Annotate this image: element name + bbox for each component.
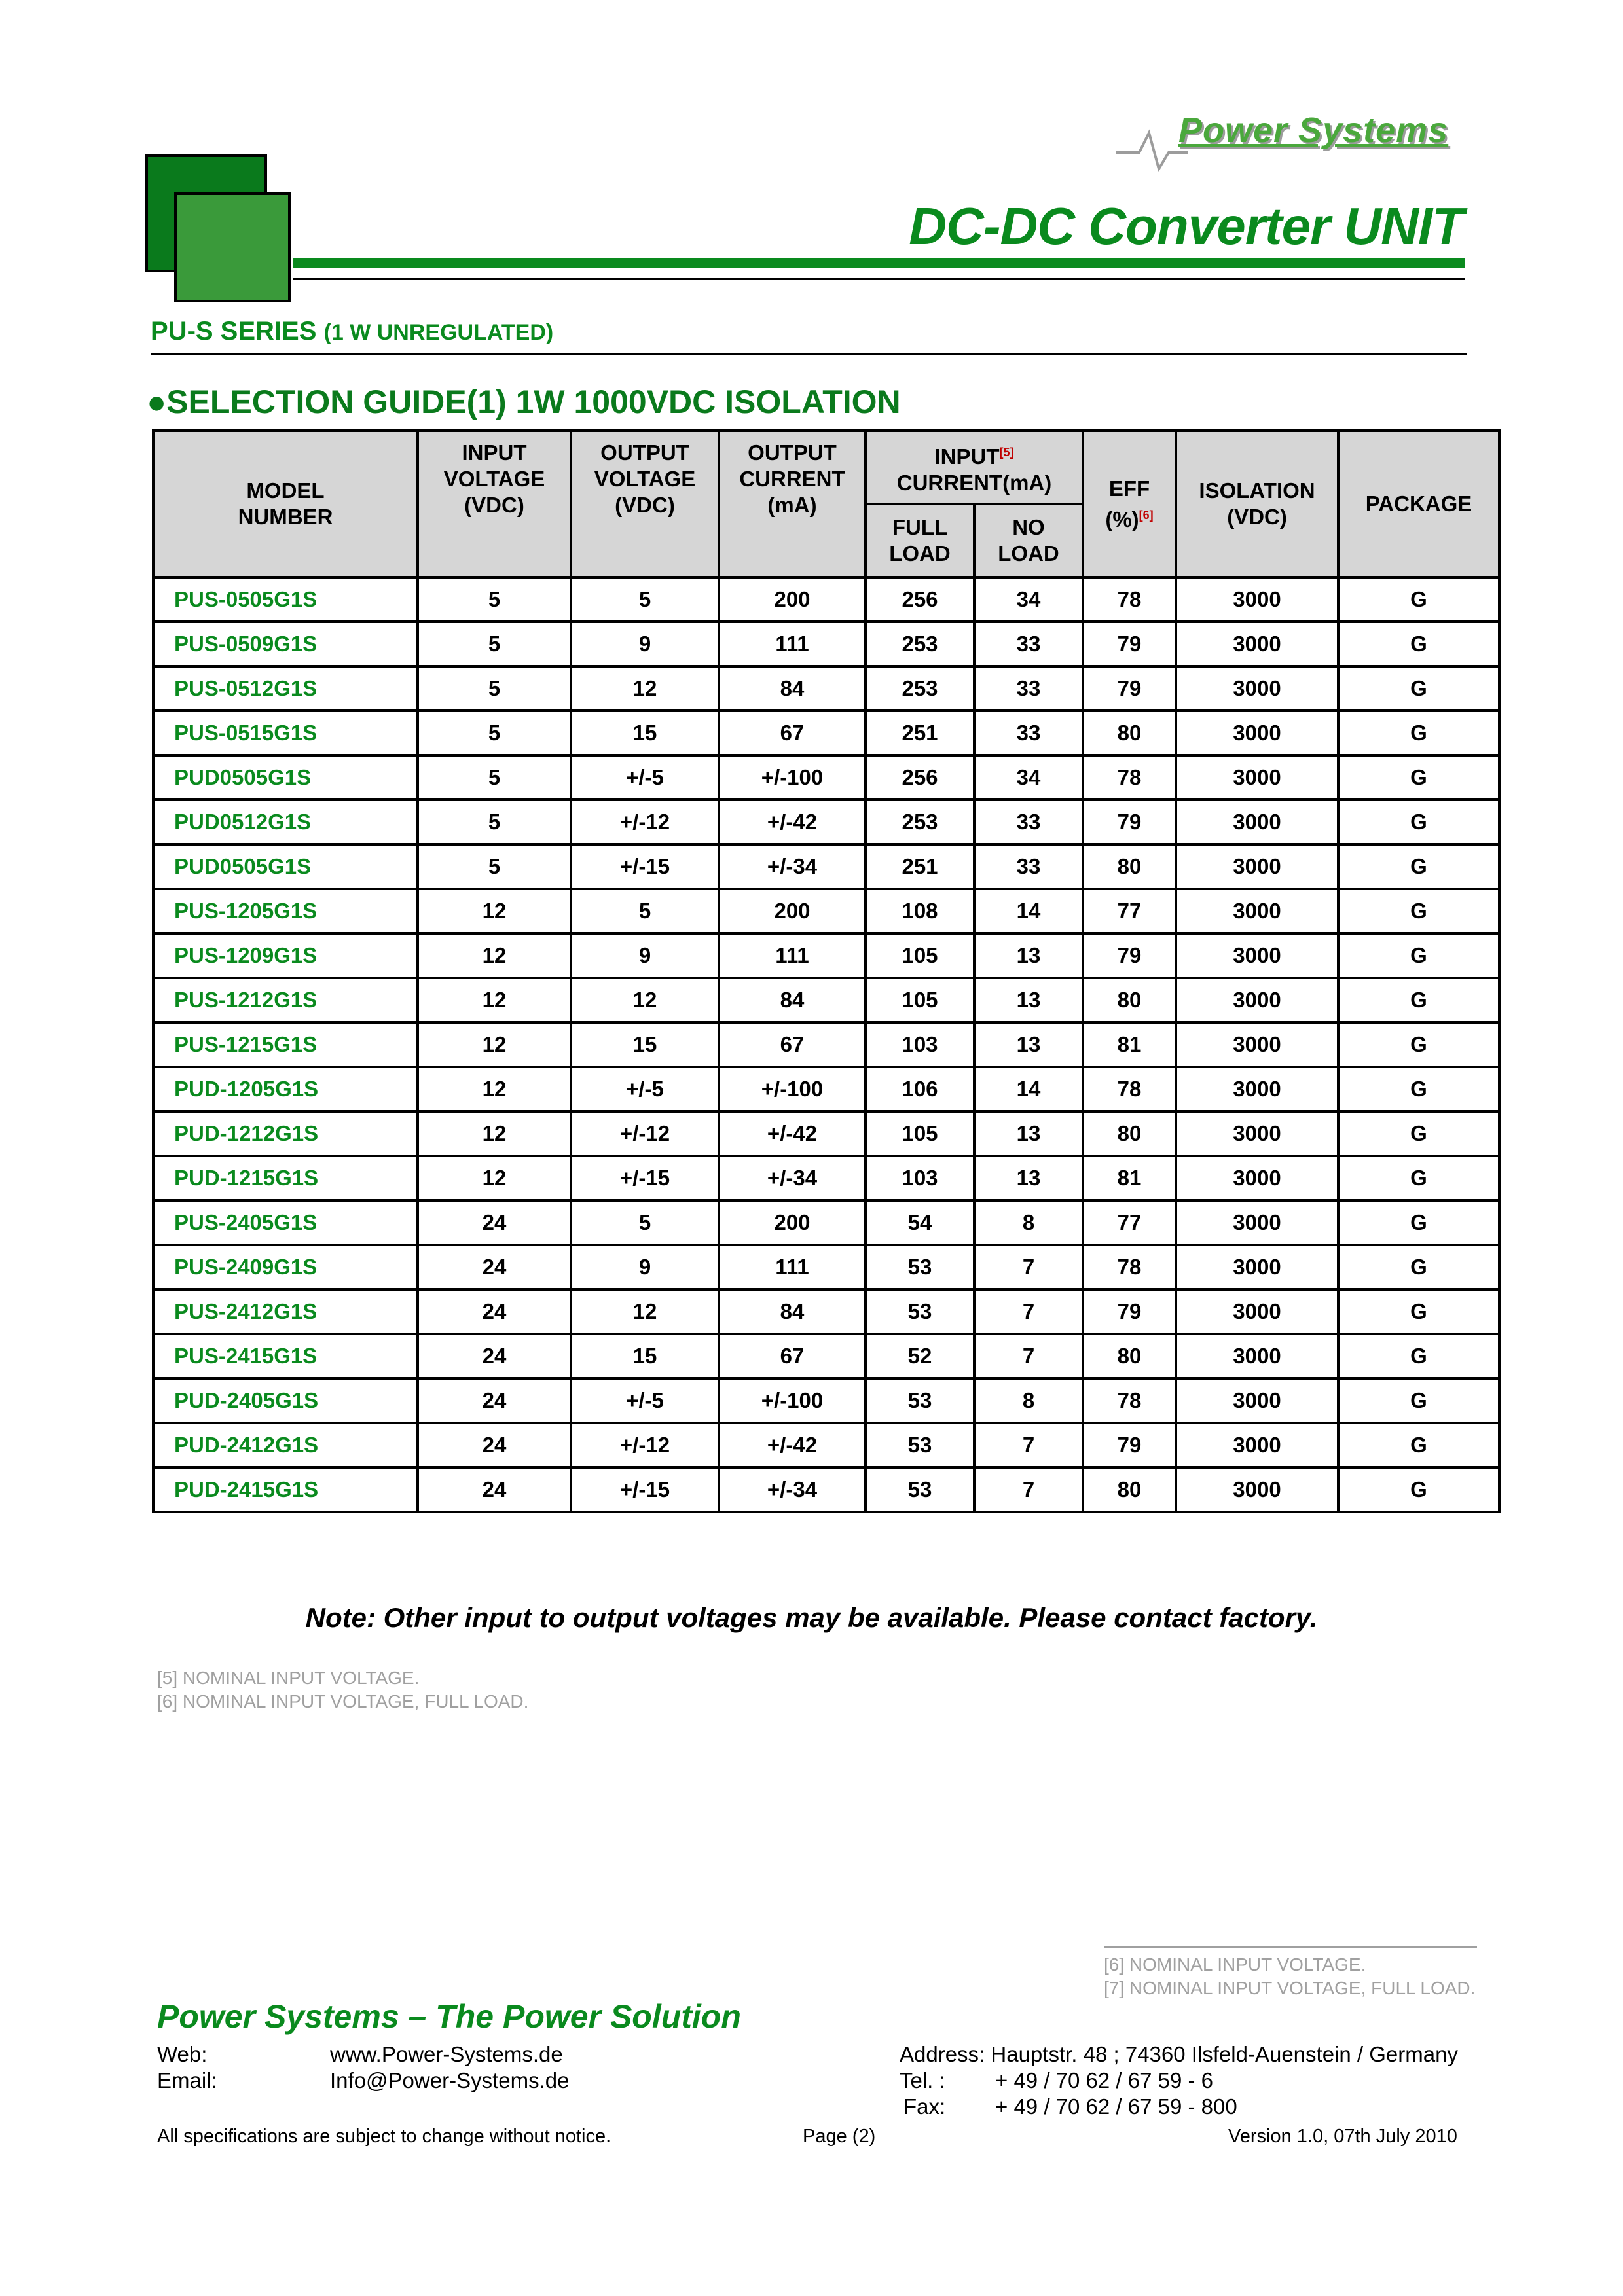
fax-label: Fax:: [903, 2094, 946, 2119]
company-logo: [1113, 110, 1480, 169]
email-link[interactable]: Info@Power-Systems.de: [330, 2068, 570, 2092]
cell-input-voltage: 5: [418, 755, 571, 800]
cell-eff: 81: [1083, 1022, 1176, 1067]
cell-output-current: 67: [719, 1022, 866, 1067]
web-link[interactable]: www.Power-Systems.de: [330, 2042, 563, 2066]
cell-isolation: 3000: [1176, 1423, 1338, 1467]
cell-isolation: 3000: [1176, 1200, 1338, 1245]
cell-input-voltage: 24: [418, 1467, 571, 1512]
cell-package: G: [1338, 755, 1499, 800]
cell-input-voltage: 12: [418, 978, 571, 1022]
cell-full-load: 53: [866, 1467, 974, 1512]
table-row: [153, 1067, 1499, 1111]
cell-full-load: 105: [866, 1111, 974, 1156]
table-row: [153, 711, 1499, 755]
cell-package: G: [1338, 1423, 1499, 1467]
cell-package: G: [1338, 978, 1499, 1022]
cell-package: G: [1338, 577, 1499, 622]
cell-model: PUD0505G1S: [153, 755, 418, 800]
cell-input-voltage: 5: [418, 844, 571, 889]
cell-package: G: [1338, 1022, 1499, 1067]
header-output-current: OUTPUT CURRENT (mA): [719, 431, 866, 577]
table-row: [153, 1111, 1499, 1156]
table-row: [153, 844, 1499, 889]
series-heading: [151, 317, 553, 346]
cell-no-load: 34: [974, 755, 1083, 800]
cell-full-load: 251: [866, 844, 974, 889]
cell-no-load: 13: [974, 1111, 1083, 1156]
cell-full-load: 54: [866, 1200, 974, 1245]
table-row: [153, 933, 1499, 978]
cell-package: G: [1338, 1111, 1499, 1156]
table-row: [153, 889, 1499, 933]
cell-full-load: 53: [866, 1289, 974, 1334]
cell-isolation: 3000: [1176, 1067, 1338, 1111]
cell-full-load: 53: [866, 1423, 974, 1467]
cell-model: PUS-0512G1S: [153, 666, 418, 711]
cell-isolation: 3000: [1176, 1022, 1338, 1067]
cell-output-current: 200: [719, 1200, 866, 1245]
cell-eff: 79: [1083, 622, 1176, 666]
cell-no-load: 34: [974, 577, 1083, 622]
cell-input-voltage: 24: [418, 1289, 571, 1334]
cell-full-load: 256: [866, 755, 974, 800]
cell-full-load: 105: [866, 978, 974, 1022]
cell-no-load: 13: [974, 933, 1083, 978]
cell-eff: 80: [1083, 1467, 1176, 1512]
cell-output-current: 200: [719, 889, 866, 933]
cell-eff: 79: [1083, 1289, 1176, 1334]
cell-eff: 80: [1083, 978, 1176, 1022]
selection-guide-title: ●SELECTION GUIDE(1) 1W 1000VDC ISOLATION: [147, 384, 901, 420]
cell-package: G: [1338, 1067, 1499, 1111]
cell-output-current: +/-100: [719, 1067, 866, 1111]
logo-text: Power Systems: [1178, 111, 1449, 150]
table-row: [153, 1378, 1499, 1423]
cell-no-load: 8: [974, 1200, 1083, 1245]
cell-isolation: 3000: [1176, 889, 1338, 933]
cell-isolation: 3000: [1176, 1334, 1338, 1378]
series-qualifier: (1 W UNREGULATED): [323, 320, 554, 345]
footnote-7-bottom: [7] NOMINAL INPUT VOLTAGE, FULL LOAD.: [1104, 1978, 1476, 1998]
cell-output-voltage: 12: [571, 666, 719, 711]
cell-full-load: 253: [866, 666, 974, 711]
cell-output-voltage: 5: [571, 1200, 719, 1245]
series-divider: [151, 353, 1467, 355]
footnote-divider: [1104, 1946, 1477, 1948]
table-row: [153, 755, 1499, 800]
footer-slogan: Power Systems – The Power Solution: [157, 1998, 741, 2035]
cell-output-current: +/-100: [719, 755, 866, 800]
cell-isolation: 3000: [1176, 1378, 1338, 1423]
table-row: [153, 978, 1499, 1022]
table-row: [153, 1334, 1499, 1378]
cell-model: PUS-1209G1S: [153, 933, 418, 978]
cell-output-current: 67: [719, 1334, 866, 1378]
cell-isolation: 3000: [1176, 1245, 1338, 1289]
cell-package: G: [1338, 800, 1499, 844]
cell-eff: 78: [1083, 1245, 1176, 1289]
cell-isolation: 3000: [1176, 844, 1338, 889]
cell-package: G: [1338, 666, 1499, 711]
cell-output-voltage: +/-5: [571, 1378, 719, 1423]
cell-isolation: 3000: [1176, 666, 1338, 711]
cell-package: G: [1338, 889, 1499, 933]
cell-output-voltage: +/-15: [571, 844, 719, 889]
email-label: Email:: [157, 2068, 217, 2092]
header-no-load: NO LOAD: [974, 504, 1083, 577]
series-name: PU-S SERIES: [151, 317, 317, 346]
cell-output-voltage: +/-12: [571, 800, 719, 844]
cell-output-voltage: +/-12: [571, 1111, 719, 1156]
cell-isolation: 3000: [1176, 755, 1338, 800]
cell-input-voltage: 24: [418, 1334, 571, 1378]
cell-eff: 78: [1083, 755, 1176, 800]
disclaimer: All specifications are subject to change without notice.: [157, 2126, 611, 2147]
cell-isolation: 3000: [1176, 577, 1338, 622]
cell-eff: 80: [1083, 711, 1176, 755]
cell-model: PUD-1215G1S: [153, 1156, 418, 1200]
cell-model: PUS-2405G1S: [153, 1200, 418, 1245]
cell-input-voltage: 12: [418, 933, 571, 978]
cell-input-voltage: 24: [418, 1423, 571, 1467]
selection-guide-table: [152, 429, 1501, 1513]
cell-output-voltage: +/-12: [571, 1423, 719, 1467]
cell-isolation: 3000: [1176, 933, 1338, 978]
cell-eff: 80: [1083, 1111, 1176, 1156]
web-label: Web:: [157, 2042, 208, 2066]
cell-model: PUD0505G1S: [153, 844, 418, 889]
cell-output-voltage: 9: [571, 933, 719, 978]
table-row: [153, 577, 1499, 622]
header-package: PACKAGE: [1338, 431, 1499, 577]
cell-eff: 79: [1083, 666, 1176, 711]
cell-eff: 81: [1083, 1156, 1176, 1200]
table-row: [153, 666, 1499, 711]
cell-output-voltage: 5: [571, 889, 719, 933]
cell-no-load: 33: [974, 622, 1083, 666]
fax-number: + 49 / 70 62 / 67 59 - 800: [995, 2094, 1237, 2119]
cell-package: G: [1338, 711, 1499, 755]
ref-6-link[interactable]: [6]: [1139, 508, 1154, 522]
footnote-6-bottom: [6] NOMINAL INPUT VOLTAGE.: [1104, 1954, 1366, 1975]
table-row: [153, 1423, 1499, 1467]
cell-package: G: [1338, 1156, 1499, 1200]
cell-input-voltage: 5: [418, 666, 571, 711]
cell-full-load: 106: [866, 1067, 974, 1111]
cell-no-load: 7: [974, 1423, 1083, 1467]
cell-output-voltage: +/-5: [571, 1067, 719, 1111]
cell-no-load: 33: [974, 666, 1083, 711]
cell-package: G: [1338, 933, 1499, 978]
cell-output-voltage: +/-5: [571, 755, 719, 800]
cell-model: PUS-1215G1S: [153, 1022, 418, 1067]
cell-output-current: +/-42: [719, 800, 866, 844]
cell-eff: 79: [1083, 1423, 1176, 1467]
cell-eff: 78: [1083, 1067, 1176, 1111]
cell-output-current: +/-42: [719, 1111, 866, 1156]
cell-isolation: 3000: [1176, 622, 1338, 666]
cell-package: G: [1338, 844, 1499, 889]
footnote-6: [6] NOMINAL INPUT VOLTAGE, FULL LOAD.: [157, 1691, 529, 1712]
cell-model: PUD0512G1S: [153, 800, 418, 844]
cell-output-voltage: 12: [571, 1289, 719, 1334]
cell-eff: 78: [1083, 577, 1176, 622]
header-model: MODEL NUMBER: [153, 431, 418, 577]
cell-output-voltage: 15: [571, 711, 719, 755]
header-input-current: INPUT[5] CURRENT(mA): [866, 431, 1083, 504]
cell-package: G: [1338, 1245, 1499, 1289]
header-black-rule: [293, 278, 1465, 280]
cell-package: G: [1338, 622, 1499, 666]
cell-output-voltage: 15: [571, 1334, 719, 1378]
cell-package: G: [1338, 1200, 1499, 1245]
cell-full-load: 251: [866, 711, 974, 755]
cell-input-voltage: 12: [418, 889, 571, 933]
cell-eff: 80: [1083, 844, 1176, 889]
cell-input-voltage: 12: [418, 1156, 571, 1200]
cell-eff: 77: [1083, 1200, 1176, 1245]
cell-isolation: 3000: [1176, 1467, 1338, 1512]
cell-input-voltage: 5: [418, 800, 571, 844]
table-row: [153, 1200, 1499, 1245]
version-info: Version 1.0, 07th July 2010: [1228, 2126, 1457, 2147]
cell-no-load: 7: [974, 1289, 1083, 1334]
cell-no-load: 7: [974, 1334, 1083, 1378]
table-row: [153, 622, 1499, 666]
cell-isolation: 3000: [1176, 1289, 1338, 1334]
cell-output-current: +/-34: [719, 1467, 866, 1512]
cell-full-load: 108: [866, 889, 974, 933]
table-body: [153, 577, 1499, 1512]
cell-input-voltage: 5: [418, 711, 571, 755]
cell-full-load: 52: [866, 1334, 974, 1378]
cell-output-current: 84: [719, 978, 866, 1022]
cell-no-load: 7: [974, 1245, 1083, 1289]
header-green-rule: [293, 258, 1465, 268]
cell-no-load: 14: [974, 1067, 1083, 1111]
table-row: [153, 1022, 1499, 1067]
cell-full-load: 53: [866, 1245, 974, 1289]
cell-no-load: 7: [974, 1467, 1083, 1512]
cell-model: PUS-0505G1S: [153, 577, 418, 622]
cell-output-current: 111: [719, 1245, 866, 1289]
cell-output-current: +/-34: [719, 1156, 866, 1200]
cell-isolation: 3000: [1176, 711, 1338, 755]
header-isolation: ISOLATION (VDC): [1176, 431, 1338, 577]
cell-eff: 79: [1083, 800, 1176, 844]
header-input-voltage: INPUT VOLTAGE (VDC): [418, 431, 571, 577]
cell-model: PUD-1205G1S: [153, 1067, 418, 1111]
cell-output-current: 200: [719, 577, 866, 622]
table-row: [153, 1245, 1499, 1289]
cell-isolation: 3000: [1176, 1111, 1338, 1156]
cell-no-load: 8: [974, 1378, 1083, 1423]
contact-note: Note: Other input to output voltages may be available. Please contact factory.: [305, 1602, 1318, 1633]
cell-model: PUD-1212G1S: [153, 1111, 418, 1156]
cell-eff: 79: [1083, 933, 1176, 978]
cell-no-load: 33: [974, 711, 1083, 755]
cell-input-voltage: 12: [418, 1111, 571, 1156]
header-output-voltage: OUTPUT VOLTAGE (VDC): [571, 431, 719, 577]
cell-full-load: 103: [866, 1156, 974, 1200]
cell-input-voltage: 24: [418, 1245, 571, 1289]
cell-model: PUS-1205G1S: [153, 889, 418, 933]
cell-input-voltage: 12: [418, 1067, 571, 1111]
cell-output-current: +/-34: [719, 844, 866, 889]
cell-model: PUS-2415G1S: [153, 1334, 418, 1378]
cell-eff: 78: [1083, 1378, 1176, 1423]
cell-no-load: 33: [974, 844, 1083, 889]
cell-isolation: 3000: [1176, 978, 1338, 1022]
cell-no-load: 14: [974, 889, 1083, 933]
cell-model: PUS-1212G1S: [153, 978, 418, 1022]
cell-output-voltage: +/-15: [571, 1156, 719, 1200]
cell-output-voltage: 9: [571, 622, 719, 666]
cell-full-load: 105: [866, 933, 974, 978]
cell-input-voltage: 12: [418, 1022, 571, 1067]
page-title: DC-DC Converter UNIT: [909, 197, 1463, 255]
cell-model: PUD-2405G1S: [153, 1378, 418, 1423]
cell-isolation: 3000: [1176, 1156, 1338, 1200]
cell-package: G: [1338, 1467, 1499, 1512]
cell-output-current: 84: [719, 666, 866, 711]
cell-output-current: +/-42: [719, 1423, 866, 1467]
table-row: [153, 1289, 1499, 1334]
cell-full-load: 253: [866, 800, 974, 844]
cell-input-voltage: 24: [418, 1378, 571, 1423]
cell-input-voltage: 24: [418, 1200, 571, 1245]
cell-output-current: +/-100: [719, 1378, 866, 1423]
cell-output-voltage: +/-15: [571, 1467, 719, 1512]
cell-package: G: [1338, 1334, 1499, 1378]
cell-model: PUS-0509G1S: [153, 622, 418, 666]
page-number: Page (2): [803, 2126, 876, 2147]
cell-eff: 80: [1083, 1334, 1176, 1378]
cell-no-load: 13: [974, 1156, 1083, 1200]
header-full-load: FULL LOAD: [866, 504, 974, 577]
cell-output-current: 84: [719, 1289, 866, 1334]
company-address: Address: Hauptstr. 48 ; 74360 Ilsfeld-Auenstein / Germany: [900, 2042, 1458, 2066]
cell-full-load: 256: [866, 577, 974, 622]
table-row: [153, 800, 1499, 844]
header-eff: EFF (%)[6]: [1083, 431, 1176, 577]
cell-output-voltage: 12: [571, 978, 719, 1022]
cell-eff: 77: [1083, 889, 1176, 933]
cell-no-load: 33: [974, 800, 1083, 844]
cell-output-current: 67: [719, 711, 866, 755]
cell-output-voltage: 9: [571, 1245, 719, 1289]
table-row: [153, 1467, 1499, 1512]
tel-label: Tel. :: [900, 2068, 945, 2092]
cell-no-load: 13: [974, 978, 1083, 1022]
cell-model: PUS-2412G1S: [153, 1289, 418, 1334]
cell-package: G: [1338, 1378, 1499, 1423]
tel-number: + 49 / 70 62 / 67 59 - 6: [995, 2068, 1213, 2092]
cell-model: PUS-0515G1S: [153, 711, 418, 755]
cell-output-current: 111: [719, 622, 866, 666]
cell-isolation: 3000: [1176, 800, 1338, 844]
cell-output-voltage: 5: [571, 577, 719, 622]
cell-output-voltage: 15: [571, 1022, 719, 1067]
cell-no-load: 13: [974, 1022, 1083, 1067]
footnote-5: [5] NOMINAL INPUT VOLTAGE.: [157, 1668, 420, 1688]
ref-5-link[interactable]: [5]: [999, 445, 1014, 459]
green-square-front: [174, 192, 291, 302]
cell-output-current: 111: [719, 933, 866, 978]
table-row: [153, 1156, 1499, 1200]
cell-full-load: 253: [866, 622, 974, 666]
cell-input-voltage: 5: [418, 577, 571, 622]
cell-input-voltage: 5: [418, 622, 571, 666]
cell-package: G: [1338, 1289, 1499, 1334]
cell-model: PUD-2415G1S: [153, 1467, 418, 1512]
cell-full-load: 103: [866, 1022, 974, 1067]
cell-model: PUS-2409G1S: [153, 1245, 418, 1289]
cell-model: PUD-2412G1S: [153, 1423, 418, 1467]
cell-full-load: 53: [866, 1378, 974, 1423]
